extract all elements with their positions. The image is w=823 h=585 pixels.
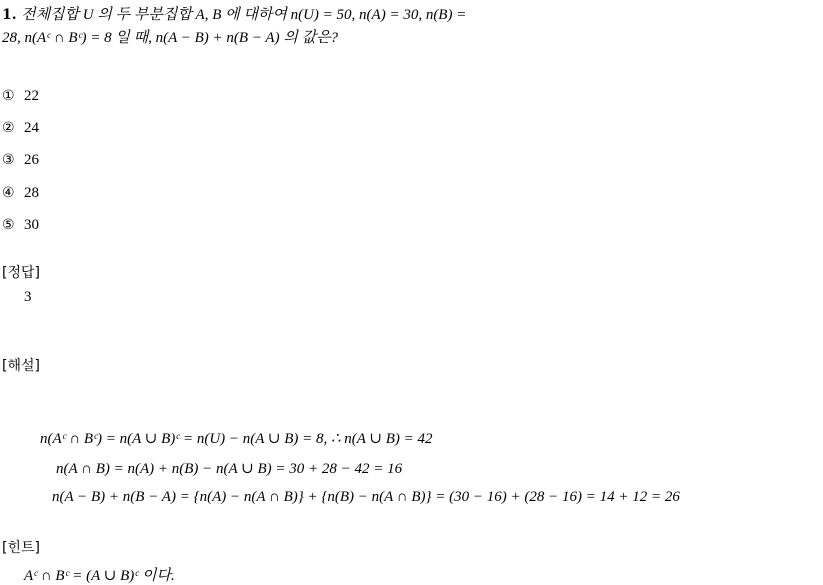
choice-4[interactable]: [2, 185, 39, 202]
question-text-line-1: 전체집합 U 의 두 부분집합 A, B 에 대하여 n(U) = 50, n(A) = 30, n(B) =: [21, 7, 467, 23]
choice-marker: ③: [2, 152, 15, 168]
question-number: 1.: [2, 7, 17, 23]
explanation-equation-2: n(A ∩ B) = n(A) + n(B) − n(A ∪ B) = 30 + 28 − 42 = 16: [56, 461, 403, 477]
explanation-equation-1: n(Aᶜ ∩ Bᶜ) = n(A ∪ B)ᶜ = n(U) − n(A ∪ B) = 8, ∴ n(A ∪ B) = 42: [40, 431, 433, 447]
choice-2[interactable]: [2, 120, 39, 137]
answer-value: 3: [24, 289, 32, 305]
choice-value: 30: [24, 217, 39, 233]
question-text-line-2: 28, n(Aᶜ ∩ Bᶜ) = 8 일 때, n(A − B) + n(B − A) 의 값은?: [2, 30, 339, 46]
choice-value: 24: [24, 120, 39, 136]
answer-label: [정답]: [2, 265, 40, 281]
explanation-label: [해설]: [2, 358, 40, 374]
choice-marker: ⑤: [2, 217, 15, 233]
choice-value: 28: [24, 185, 39, 201]
choice-marker: ④: [2, 185, 15, 201]
hint-label: [힌트]: [2, 540, 40, 556]
question-line-1: [2, 3, 466, 24]
choice-value: 22: [24, 88, 39, 104]
choice-1[interactable]: [2, 88, 39, 105]
choice-3[interactable]: [2, 152, 39, 169]
choice-5[interactable]: [2, 217, 39, 234]
explanation-equation-3: n(A − B) + n(B − A) = {n(A) − n(A ∩ B)} + {n(B) − n(A ∩ B)} = (30 − 16) + (28 − 16) = 14 + 12 = 26: [52, 489, 680, 505]
choice-value: 26: [24, 152, 39, 168]
choice-marker: ②: [2, 120, 15, 136]
hint-text: Aᶜ ∩ Bᶜ = (A ∪ B)ᶜ 이다.: [24, 568, 175, 584]
choice-marker: ①: [2, 88, 15, 104]
